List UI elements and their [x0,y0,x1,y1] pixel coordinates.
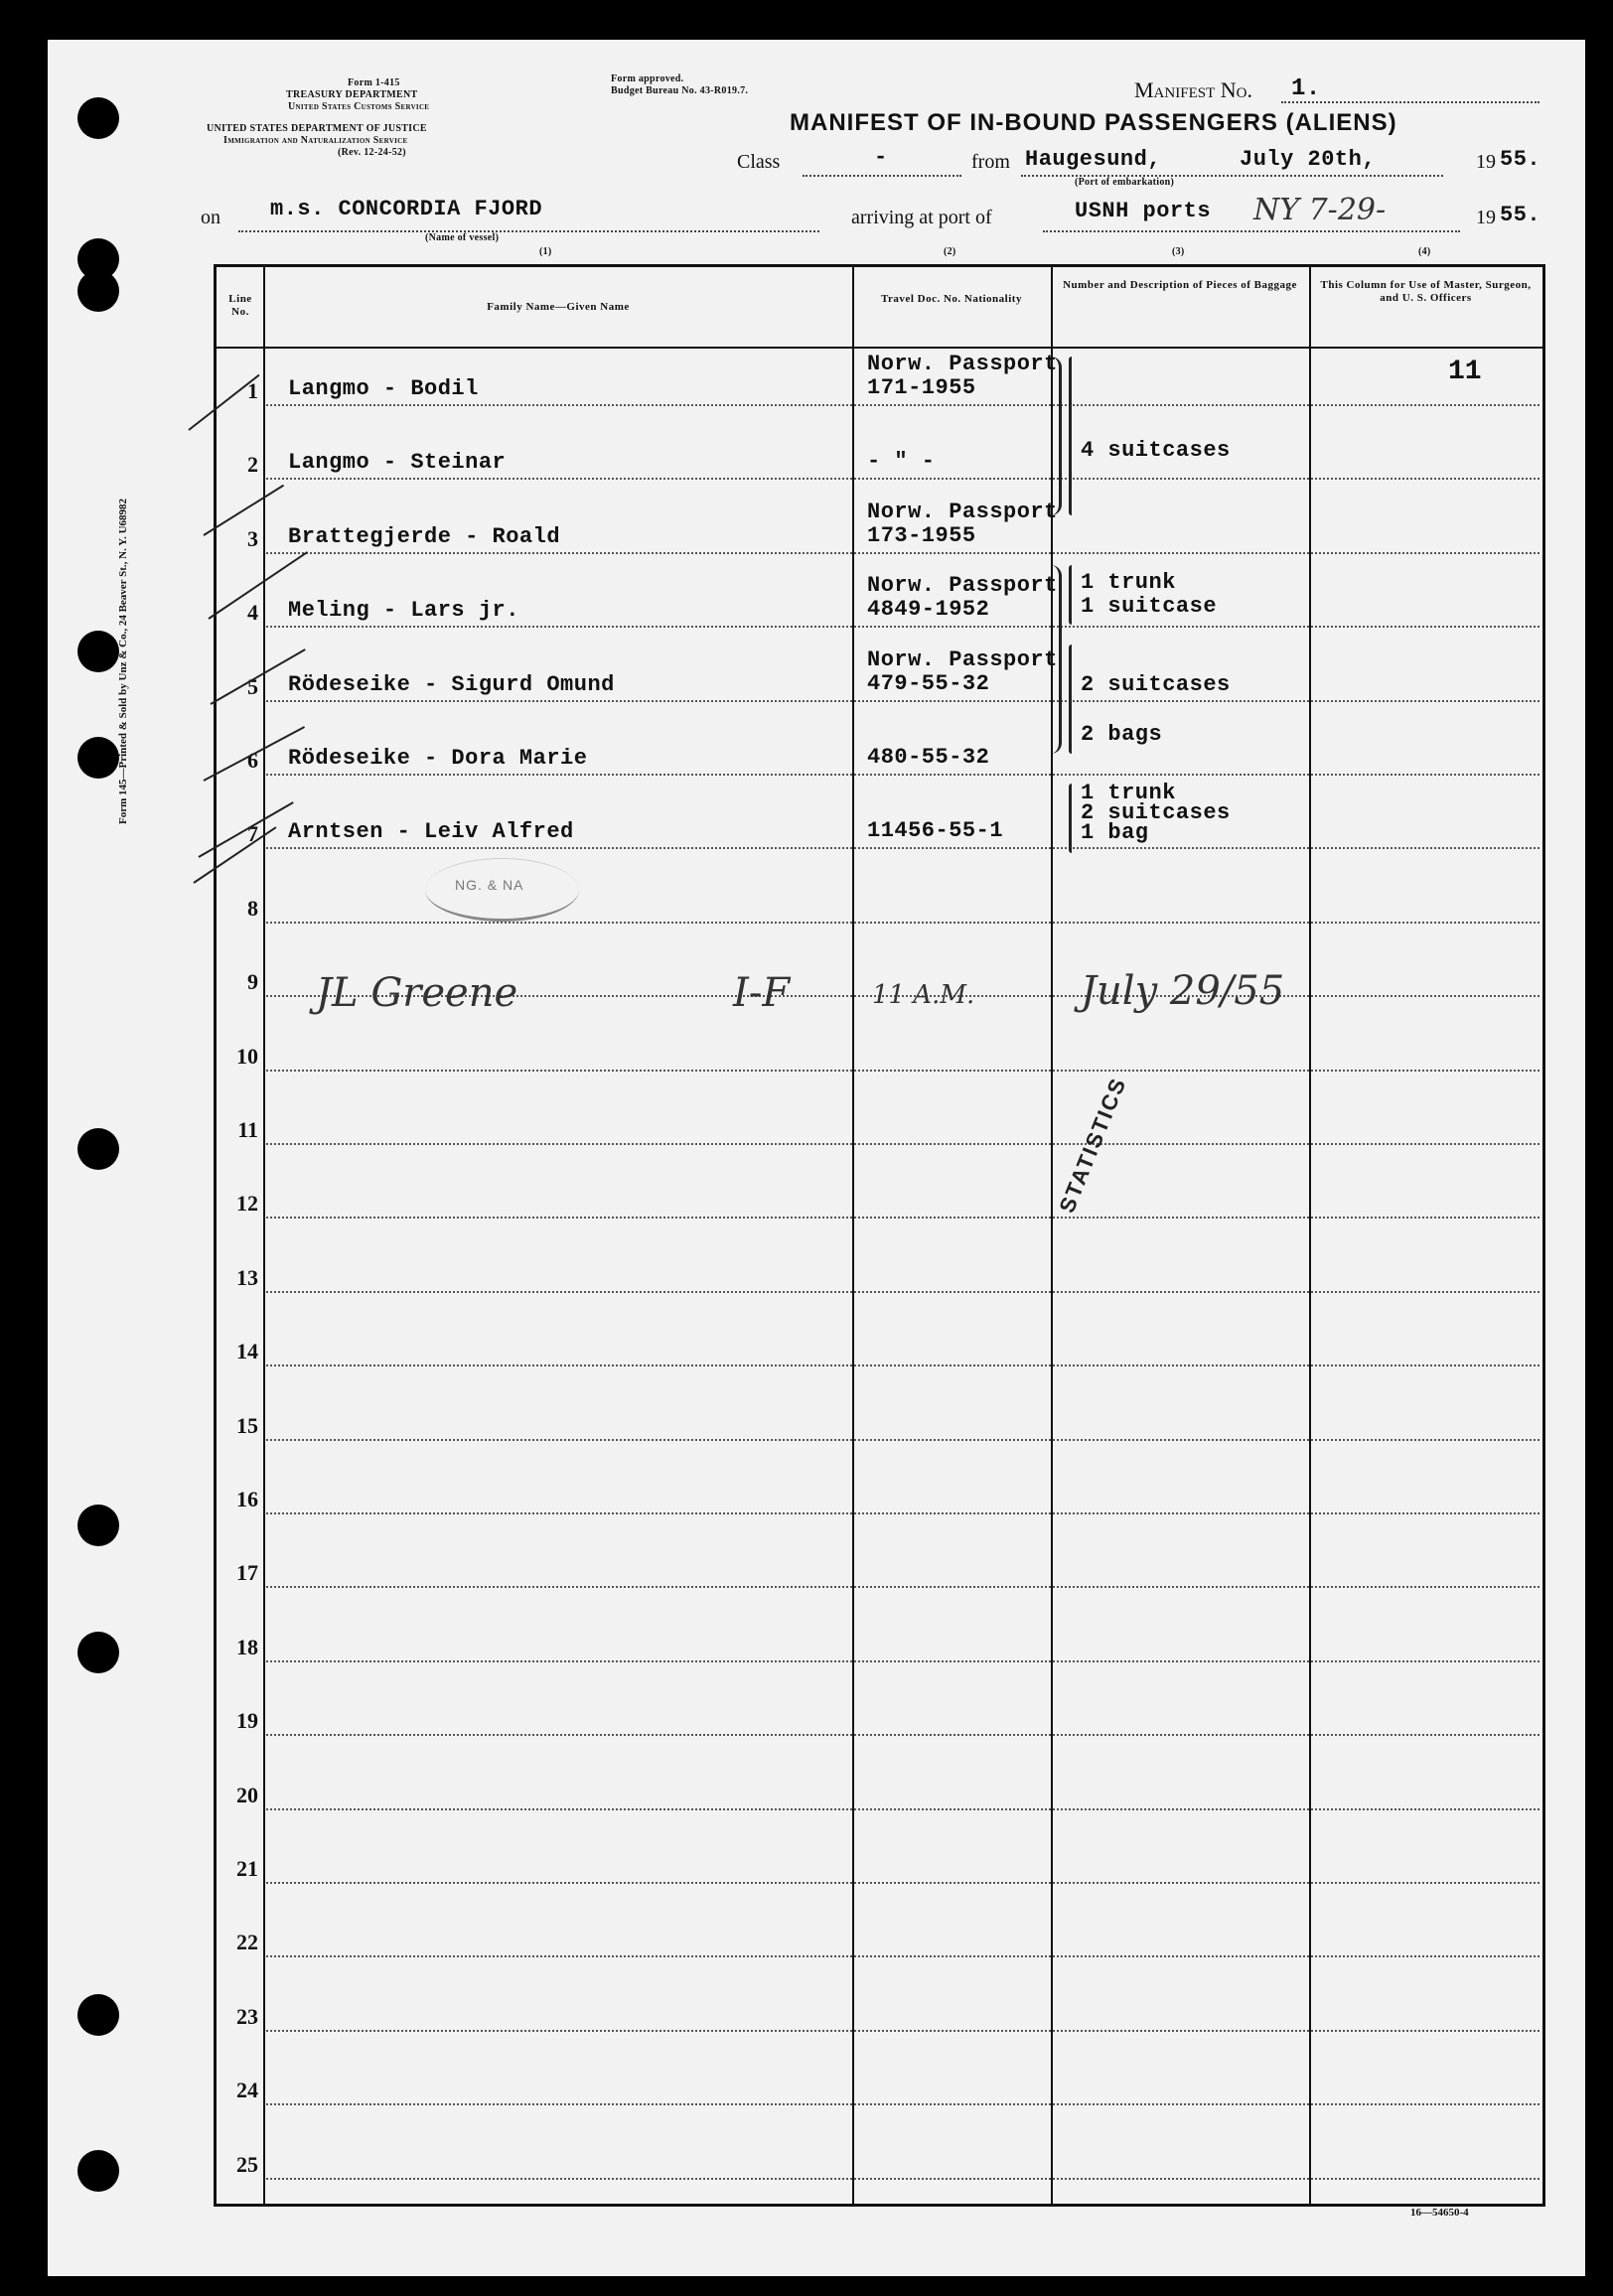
embarkation-caption: (Port of embarkation) [1075,177,1175,188]
inspector-signature: JL Greene [316,970,518,1016]
punch-hole [77,1994,119,2036]
row-number: 2 [247,452,258,478]
row-number: 9 [247,969,258,995]
from-label: from [971,151,1010,173]
row-rule [266,552,1540,554]
row-rule [266,1291,1540,1293]
passenger-table [214,264,1545,2207]
statistics-stamp: STATISTICS [1054,1073,1131,1217]
row-rule [266,847,1540,849]
inspection-date: July 29/55 [1081,968,1285,1014]
passenger-name: Langmo - Steinar [288,450,507,476]
class-value: - [874,145,888,170]
row-rule [266,1217,1540,1219]
customs-label: United States Customs Service [288,101,430,112]
arrival-handwritten-date: NY 7-29- [1253,193,1387,227]
travel-document: Norw. Passport 171-1955 [867,352,1058,400]
row-number: 25 [236,2151,258,2177]
punch-hole [77,1128,119,1170]
column-divider [1051,267,1053,2204]
document-title: MANIFEST OF IN-BOUND PASSENGERS (ALIENS) [790,109,1397,136]
baggage-entry: 1 trunk 1 suitcase [1081,570,1218,619]
passenger-name: Brattegjerde - Roald [288,523,561,549]
row-number: 1 [247,378,258,403]
row-rule [266,1660,1540,1662]
baggage-bracket [1069,357,1072,515]
doc-bracket [1051,357,1062,515]
column-divider [852,267,854,2204]
baggage-bracket [1069,784,1072,853]
row-number: 21 [236,1856,258,1881]
passenger-name: Rödeseike - Dora Marie [288,746,588,771]
passenger-name: Rödeseike - Sigurd Omund [288,671,615,697]
punch-hole [77,737,119,779]
manifest-no-label: Manifest No. [1134,77,1252,102]
officer-count: 11 [1448,357,1482,387]
row-number: 14 [236,1339,258,1364]
class-label: Class [737,151,781,173]
year-prefix: 19 [1476,151,1496,173]
row-rule [266,1586,1540,1588]
row-number: 5 [247,673,258,699]
punch-hole [77,631,119,672]
travel-document: Norw. Passport 173-1955 [867,499,1058,548]
on-label: on [201,207,220,228]
vessel-name: m.s. CONCORDIA FJORD [270,197,543,221]
row-number: 7 [247,821,258,847]
baggage-entry: 4 suitcases [1081,438,1231,463]
passenger-name: Meling - Lars jr. [288,598,519,624]
row-number: 15 [236,1412,258,1438]
row-rule [266,1512,1540,1514]
col-marker-3: (3) [1172,246,1185,257]
row-number: 17 [236,1560,258,1586]
inspector-initials: I-F [733,970,791,1016]
baggage-bracket [1069,565,1072,625]
doc-bracket [1051,565,1062,754]
column-divider [1309,267,1311,2204]
travel-document: 480-55-32 [867,745,990,770]
arrival-year-prefix: 19 [1476,207,1496,228]
row-rule [266,2178,1540,2180]
row-number: 18 [236,1634,258,1659]
row-number: 8 [247,895,258,921]
travel-document: Norw. Passport 479-55-32 [867,646,1058,696]
row-number: 19 [236,1708,258,1734]
row-rule [266,478,1540,480]
punch-hole [77,1505,119,1546]
ins-oval-stamp-text: NG. & NA [455,877,524,893]
arriving-label: arriving at port of [851,207,992,228]
row-rule [266,2030,1540,2032]
row-number: 3 [247,525,258,551]
manifest-no-value: 1. [1291,75,1321,102]
punch-hole [77,270,119,312]
row-number: 24 [236,2078,258,2103]
row-rule [266,922,1540,924]
inspection-time: 11 A.M. [872,980,975,1010]
row-number: 13 [236,1264,258,1290]
row-rule [266,1808,1540,1810]
passenger-name: Langmo - Bodil [288,376,479,401]
footer-code: 16—54650-4 [1410,2207,1469,2219]
row-rule [266,700,1540,702]
row-rule [266,404,1540,406]
row-number: 22 [236,1930,258,1955]
ins-oval-stamp [425,858,579,922]
col-header-line-no: Line No. [228,293,252,318]
col-header-baggage: Number and Description of Pieces of Baggage [1063,279,1297,291]
row-rule [266,774,1540,776]
row-number: 23 [236,2003,258,2029]
col-marker-2: (2) [944,246,956,257]
punch-hole [77,97,119,139]
baggage-entry: 2 suitcases [1081,672,1231,697]
row-number: 20 [236,1782,258,1807]
arrival-year: 55. [1500,203,1541,227]
baggage-bracket [1069,645,1072,754]
vessel-caption: (Name of vessel) [425,232,500,243]
embarkation-date: July 20th, [1240,147,1377,172]
punch-hole [77,1632,119,1673]
col-header-name: Family Name—Given Name [487,301,630,313]
punch-hole [77,2150,119,2192]
travel-document: Norw. Passport 4849-1952 [867,573,1058,623]
col-header-officers: This Column for Use of Master, Surgeon, and U. S. Officers [1320,279,1532,304]
col-marker-1: (1) [539,246,552,257]
embarkation-port: Haugesund, [1025,147,1162,172]
row-number: 16 [236,1487,258,1511]
baggage-entry: 2 bags [1081,722,1163,747]
row-number: 6 [247,748,258,773]
row-rule [266,1070,1540,1072]
ins-label: Immigration and Naturalization Service [223,135,408,146]
printer-imprint: Form 145—Printed & Sold by Unz & Co., 24 Beaver St., N. Y. U68982 [117,498,129,824]
revision-label: (Rev. 12-24-52) [338,147,406,158]
row-number: 4 [247,600,258,626]
passenger-name: Arntsen - Leiv Alfred [288,819,574,845]
baggage-entry: 1 trunk 2 suitcases 1 bag [1081,781,1231,845]
approval-label: Form approved. [611,73,684,84]
row-rule [266,1734,1540,1736]
doj-label: UNITED STATES DEPARTMENT OF JUSTICE [207,123,427,134]
col-header-travel-doc: Travel Doc. No. Nationality [881,293,1022,305]
budget-label: Budget Bureau No. 43-R019.7. [611,85,749,96]
travel-document: 11456-55-1 [867,818,1004,844]
column-divider [263,267,265,2204]
row-rule [266,1882,1540,1884]
row-rule [266,2103,1540,2105]
form-number: Form 1-415 [348,77,400,88]
embarkation-year: 55. [1500,147,1541,172]
row-number: 10 [236,1043,258,1069]
header-divider [217,347,1542,349]
travel-document: - " - [867,449,936,475]
row-rule [266,1143,1540,1145]
row-number: 12 [236,1191,258,1217]
row-rule [266,1955,1540,1957]
row-number: 11 [237,1117,258,1142]
treasury-label: TREASURY DEPARTMENT [286,89,418,100]
row-rule [266,1364,1540,1366]
col-marker-4: (4) [1418,246,1431,257]
arrival-port: USNH ports [1075,199,1212,223]
row-rule [266,626,1540,628]
row-rule [266,1439,1540,1441]
